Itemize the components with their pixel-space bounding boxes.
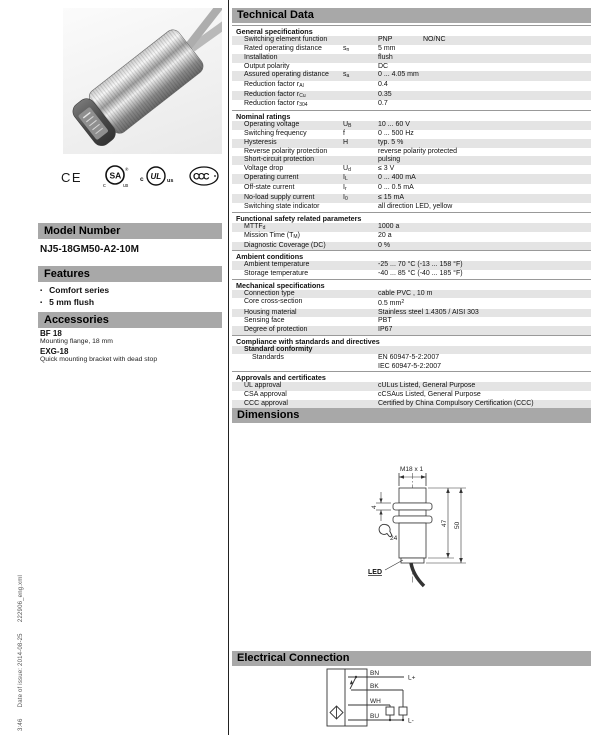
spec-section-title: Ambient conditions: [232, 250, 591, 261]
spec-label: UL approval: [244, 382, 282, 390]
spec-label: Short-circuit protection: [244, 156, 315, 164]
spec-label: CSA approval: [244, 391, 287, 398]
spec-value: 0 ... 4.05 mm: [378, 71, 419, 79]
spec-row: [232, 63, 591, 72]
led-label: LED: [368, 569, 382, 577]
spec-value: Stainless steel 1.4305 / AISI 303: [378, 308, 479, 316]
spec-value: -40 ... 85 °C (-40 ... 185 °F): [378, 270, 463, 278]
svg-text:CE: CE: [61, 170, 83, 185]
spec-label: Mission Time $(T_M)$: [244, 232, 300, 241]
spec-label: Off-state current: [244, 183, 295, 191]
spec-symbol: $s_a$: [343, 71, 350, 80]
csa-mark: [101, 163, 131, 194]
spec-label: $MTTF_d$: [244, 222, 266, 231]
electrical-connection-header: Electrical Connection: [232, 651, 591, 666]
svg-text:us: us: [123, 183, 129, 189]
spec-label: Standards: [252, 354, 284, 362]
spec-row: [232, 184, 591, 194]
spec-row: [232, 100, 591, 110]
column-divider: [228, 0, 229, 735]
spec-symbol: $I_L$: [343, 174, 348, 183]
accessory-name: BF 18: [40, 329, 62, 338]
ccc-mark: [188, 166, 220, 191]
spec-row: [232, 130, 591, 139]
spec-label: Switching element function: [244, 36, 328, 43]
spec-value: all direction LED, yellow: [378, 203, 453, 211]
spec-value: 0 %: [378, 241, 391, 249]
spec-row: [232, 174, 591, 184]
nut-height-label: 4: [371, 505, 378, 510]
supply-plus-label: L+: [408, 674, 416, 682]
spec-value: 0.7: [378, 100, 388, 108]
spec-value: PNP NO/NC: [378, 36, 446, 43]
spec-value: 0.5 $mm^2$: [378, 299, 405, 308]
spec-section-title: Approvals and certificates: [232, 371, 591, 382]
spec-label: Switching frequency: [244, 130, 307, 138]
spec-value: 10 ... 60 V: [378, 120, 410, 128]
svg-text:UL: UL: [150, 172, 162, 181]
spec-value: 0 ... 400 mA: [378, 174, 416, 182]
spec-value: typ. 5 %: [378, 138, 404, 146]
spec-section-title: General specifications: [232, 25, 591, 36]
wire-wh-label: WH: [370, 698, 381, 706]
spec-label: Degree of protection: [244, 326, 308, 334]
wire-bu-label: BU: [370, 713, 380, 721]
spec-label: Operating current: [244, 174, 299, 182]
spec-row: [232, 391, 591, 400]
spec-value: cable PVC , 10 m: [378, 289, 433, 297]
spec-label: Reduction factor $r_{304}$: [244, 100, 308, 109]
spec-value: 0 ... 0.5 mA: [378, 183, 414, 191]
spec-value: -25 ... 70 °C (-13 ... 158 °F): [378, 261, 463, 269]
left-column: [38, 0, 222, 735]
certification-logos: [38, 163, 222, 193]
spec-row: [232, 242, 591, 251]
spec-row: [232, 382, 591, 391]
wiring-diagram: [232, 666, 591, 735]
svg-text:SA: SA: [109, 170, 122, 181]
spec-label: Output polarity: [244, 62, 290, 70]
spec-label: Housing material: [244, 308, 297, 316]
thread-dim-label: M18 x 1: [400, 466, 424, 474]
spec-label: Assured operating distance: [244, 71, 329, 79]
spec-row: [232, 346, 591, 355]
spec-symbol: $I_r$: [343, 183, 347, 192]
spec-value: DC: [378, 62, 389, 70]
spec-row: [232, 36, 591, 45]
model-number-header: Model Number: [38, 223, 222, 239]
supply-minus-label: L-: [408, 717, 414, 725]
wrench-size-label: 24: [390, 535, 398, 543]
spec-row: [232, 71, 591, 81]
spec-label: Switching state indicator: [244, 203, 320, 211]
technical-data-header: Technical Data: [232, 8, 591, 23]
accessory-description: Mounting flange, 18 mm: [40, 338, 113, 345]
spec-row: [232, 223, 591, 233]
spec-row: [232, 270, 591, 279]
spec-section-title: Mechanical specifications: [232, 279, 591, 290]
spec-value: 0 ... 500 Hz: [378, 130, 414, 138]
spec-label: Sensing face: [244, 317, 285, 325]
spec-row: [232, 326, 591, 335]
spec-value: 1000 a: [378, 222, 400, 230]
spec-row: [232, 54, 591, 63]
svg-text:us: us: [167, 178, 174, 184]
spec-value: Certified by China Compulsory Certification (CCC): [378, 399, 534, 407]
spec-row: [232, 45, 591, 55]
wire-bn-label: BN: [370, 670, 380, 678]
dimensions-header: Dimensions: [232, 408, 591, 423]
spec-row: [232, 81, 591, 91]
spec-value: cULus Listed, General Purpose: [378, 382, 476, 390]
spec-value: 5 mm: [378, 44, 396, 52]
spec-value: ≤ 3 V: [378, 164, 395, 172]
spec-row: [232, 91, 591, 101]
spec-row: [232, 203, 591, 212]
svg-text:®: ®: [125, 167, 129, 172]
spec-row: [232, 121, 591, 131]
spec-symbol: $U_d$: [343, 164, 351, 173]
spec-value: ≤ 15 mA: [378, 193, 405, 201]
spec-value: 20 a: [378, 232, 392, 240]
spec-label: Core cross-section: [244, 298, 303, 306]
spec-label: CCC approval: [244, 399, 288, 407]
spec-value: PBT: [378, 317, 392, 325]
spec-value: 0.4: [378, 80, 388, 88]
spec-row: [232, 139, 591, 148]
spec-label: Reverse polarity protection: [244, 147, 328, 155]
wire-bk-label: BK: [370, 683, 379, 691]
spec-label: Storage temperature: [244, 270, 309, 278]
spec-value: IP67: [378, 326, 393, 334]
feature-item: ▪ 5 mm flush: [40, 297, 94, 307]
spec-row: [232, 354, 591, 371]
dimension-drawing: [232, 423, 591, 651]
spec-label: Operating voltage: [244, 120, 300, 128]
accessories-header: Accessories: [38, 312, 222, 328]
spec-value: EN 60947-5-2:2007 IEC 60947-5-2:2007: [378, 354, 442, 370]
spec-symbol: H: [343, 138, 349, 146]
spec-value: reverse polarity protected: [378, 147, 457, 155]
spec-symbol: $I_0$: [343, 193, 348, 202]
technical-data-table: [232, 25, 591, 408]
spec-row: [232, 298, 591, 309]
spec-row: [232, 400, 591, 409]
spec-label: Voltage drop: [244, 164, 284, 172]
svg-text:CCC: CCC: [193, 171, 208, 182]
spec-label: Rated operating distance: [244, 44, 322, 52]
svg-text:c: c: [103, 183, 106, 189]
spec-label: No-load supply current: [244, 193, 315, 201]
spec-section-title: Compliance with standards and directives: [232, 335, 591, 346]
spec-row: [232, 309, 591, 318]
spec-label: Reduction factor $r_{Al}$: [244, 80, 304, 89]
spec-row: [232, 194, 591, 204]
spec-value: pulsing: [378, 156, 401, 164]
accessory-name: EXG-18: [40, 347, 69, 356]
accessory-description: Quick mounting bracket with dead stop: [40, 356, 158, 363]
spec-row: [232, 148, 591, 157]
spec-symbol: f: [343, 130, 345, 138]
spec-row: [232, 290, 591, 299]
spec-row: [232, 165, 591, 175]
ce-mark: [60, 169, 86, 190]
model-number: NJ5-18GM50-A2-10M: [40, 244, 139, 255]
total-length-label: 50: [454, 521, 461, 530]
spec-row: [232, 317, 591, 326]
spec-value: flush: [378, 54, 393, 62]
product-photo: [63, 8, 222, 154]
sensor-photo-drawing: [63, 8, 222, 154]
spec-row: [232, 232, 591, 242]
spec-row: [232, 261, 591, 270]
spec-label: Hysteresis: [244, 138, 277, 146]
right-column: [232, 0, 591, 735]
ul-mark: [140, 164, 176, 193]
spec-label: Connection type: [244, 289, 295, 297]
spec-section-title: Nominal ratings: [232, 110, 591, 121]
spec-value: 0.35: [378, 90, 392, 98]
spec-label: Installation: [244, 54, 278, 62]
features-header: Features: [38, 266, 222, 282]
spec-label: Ambient temperature: [244, 261, 310, 269]
spec-symbol: $U_B$: [343, 120, 352, 129]
spec-label: Standard conformity: [244, 345, 313, 353]
date-of-issue-note: 3:46 Date of issue: 2014-08-25 222906_eng.xml: [18, 574, 24, 731]
spec-label: Diagnostic Coverage (DC): [244, 241, 326, 249]
spec-symbol: $s_n$: [343, 44, 350, 53]
spec-row: [232, 156, 591, 165]
svg-text:c: c: [140, 176, 144, 183]
spec-value: cCSAus Listed, General Purpose: [378, 391, 481, 398]
feature-item: ▪ Comfort series: [40, 285, 109, 295]
spec-section-title: Functional safety related parameters: [232, 212, 591, 223]
thread-length-label: 47: [441, 519, 448, 528]
spec-label: Reduction factor $r_{Cu}$: [244, 90, 306, 99]
